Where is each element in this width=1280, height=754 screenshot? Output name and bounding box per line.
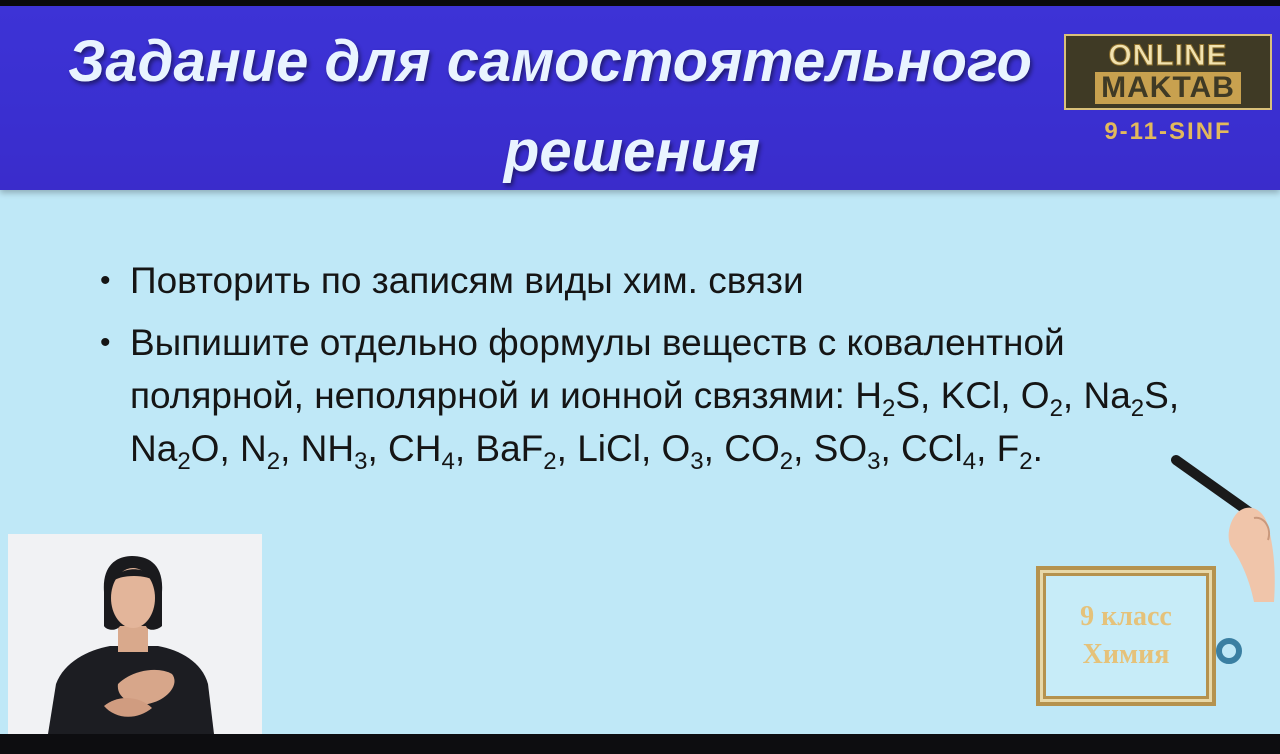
- bullet-text: Повторить по записям виды хим. связи: [130, 260, 804, 301]
- chemical-formula: $H_2S$: [855, 375, 921, 422]
- chemical-formula: KCl: [940, 375, 1001, 416]
- bullet-item: [100, 316, 1200, 475]
- chemical-formula: BaF$_2$: [475, 428, 557, 475]
- chemical-formula: CCl$_4$: [901, 428, 977, 475]
- sign-language-interpreter: [8, 534, 262, 734]
- bullet-text-formulas: [130, 316, 1200, 475]
- chemical-formula: $N_2$: [240, 428, 281, 475]
- chemical-formula: $CH_4$: [388, 428, 455, 475]
- chemical-formula: $O_3$: [661, 428, 704, 475]
- badge-grade: 9 класс: [1080, 601, 1172, 632]
- chemical-formula: $F_2$: [996, 428, 1033, 475]
- logo-line-2: MAKTAB: [1095, 72, 1241, 104]
- chemical-formula: $SO_3$: [813, 428, 881, 475]
- bullet-list: [100, 254, 1200, 484]
- online-maktab-logo: [1064, 34, 1272, 110]
- badge-subject: Химия: [1082, 639, 1170, 670]
- bottom-bar: [0, 734, 1280, 754]
- chemical-formula: $Na_2S$: [1083, 375, 1169, 422]
- title-bar: [0, 6, 1280, 190]
- logo-line-1: ONLINE: [1108, 39, 1228, 72]
- slide-title-line-2: решения: [503, 119, 761, 184]
- bullet-intro: Выпишите отдельно формулы веществ с ковалентной полярной, неполярной и ионной связями:: [130, 322, 1065, 416]
- formula-list: $H_2S$, KCl, $O_2$, $Na_2S$, $Na_2O$, $N_2$, $NH_3$, $CH_4$, BaF$_2$, LiCl, $O_3$, $CO_2$, $SO_3$, CCl$_4$, $F_2$: [130, 375, 1180, 475]
- chemical-formula: $O_2$: [1020, 375, 1063, 422]
- chemical-formula: $NH_3$: [300, 428, 368, 475]
- bullet-item: [100, 254, 1200, 307]
- chemical-formula: $Na_2O$: [130, 428, 220, 475]
- circle-icon: [1216, 638, 1242, 664]
- interpreter-figure: [8, 534, 262, 734]
- subject-badge: [1036, 566, 1216, 706]
- bullet-dot-icon: •: [100, 264, 111, 297]
- bullet-dot-icon: •: [100, 326, 111, 359]
- chemical-formula: $CO_2$: [724, 428, 794, 475]
- bullet-end: .: [1032, 428, 1043, 469]
- slide-title-line-1: Задание для самостоятельного: [68, 29, 1032, 94]
- chemical-formula: LiCl: [577, 428, 641, 469]
- grade-label: 9-11-SINF: [1104, 118, 1232, 145]
